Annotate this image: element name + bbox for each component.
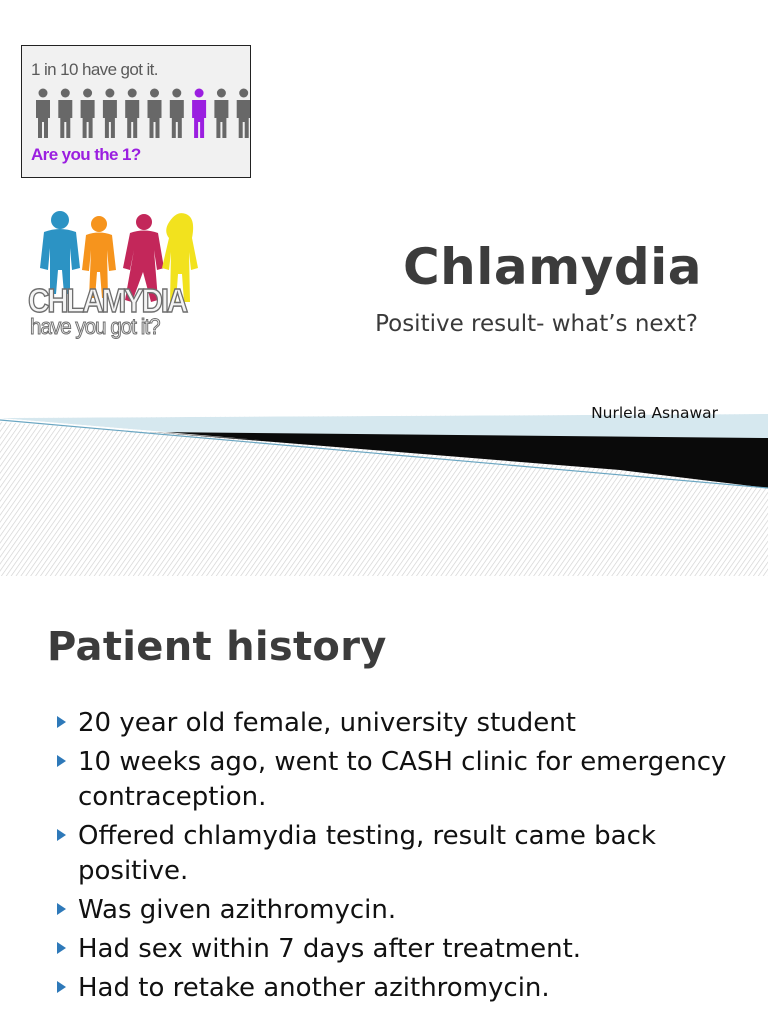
bullet-text: Was given azithromycin. — [78, 895, 397, 925]
decorative-swoosh — [0, 410, 768, 576]
bullet-arrow-icon — [57, 942, 66, 954]
bullet-text: 10 weeks ago, went to CASH clinic for emergency contraception. — [78, 747, 727, 812]
person-figure-icon — [103, 89, 117, 139]
bullet-arrow-icon — [57, 716, 66, 728]
bullet-item — [0, 706, 768, 741]
bullet-text: Had sex within 7 days after treatment. — [78, 934, 582, 964]
person-figure-icon — [36, 89, 50, 139]
person-figure-icon — [237, 89, 250, 139]
people-figures-icon — [28, 88, 250, 140]
logo-tagline: Are you the 1? — [31, 145, 141, 164]
bullet-text: Offered chlamydia testing, result came back positive. — [78, 821, 656, 886]
bullet-arrow-icon — [57, 755, 66, 767]
chlamydia-campaign-logo — [26, 208, 212, 344]
one-in-ten-logo — [21, 45, 251, 178]
bullet-item — [0, 932, 768, 967]
slide-title: Patient history — [47, 624, 387, 670]
slide-subtitle: Positive result- what’s next? — [375, 311, 698, 337]
slide-title: Chlamydia — [402, 238, 702, 296]
person-figure-icon — [58, 89, 72, 139]
person-figure-icon — [214, 89, 228, 139]
campaign-word: CHLAMYDIA — [28, 282, 186, 319]
bullet-arrow-icon — [57, 981, 66, 993]
logo-headline: 1 in 10 have got it. — [31, 60, 158, 79]
bullet-item — [0, 819, 768, 889]
person-figure-icon — [81, 89, 95, 139]
author-name: Nurlela Asnawar — [591, 404, 718, 422]
bullet-item — [0, 745, 768, 815]
person-figure-icon — [148, 89, 162, 139]
campaign-subline: have you got it? — [30, 314, 160, 339]
bullet-list — [0, 706, 768, 1010]
bullet-text: Had to retake another azithromycin. — [78, 973, 550, 1003]
bullet-text: 20 year old female, university student — [78, 708, 576, 738]
content-slide — [0, 576, 768, 1024]
bullet-arrow-icon — [57, 829, 66, 841]
person-figure-icon — [192, 89, 206, 139]
person-figure-icon — [125, 89, 139, 139]
bullet-arrow-icon — [57, 903, 66, 915]
bullet-item — [0, 971, 768, 1006]
person-figure-icon — [170, 89, 184, 139]
bullet-item — [0, 893, 768, 928]
